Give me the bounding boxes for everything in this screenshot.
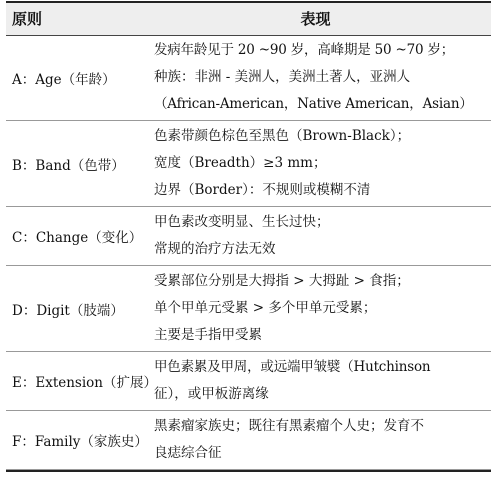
principle-cell: A：Age（年龄） [12,71,116,88]
manifestation-cell [154,35,491,120]
manifestation-line: 良痣综合征 [154,445,222,462]
table-row-band [6,121,491,207]
manifestation-line: 常规的治疗方法无效 [154,241,276,258]
manifestation-line: 单个甲单元受累 > 多个甲单元受累； [154,300,377,317]
table-row-extension [6,352,491,411]
criteria-table [6,0,491,472]
principle-cell: C：Change（变化） [12,230,143,247]
principle-cell: B：Band（色带） [12,157,125,174]
table-row-age [6,35,491,121]
manifestation-line: 宽度（Breadth）≥3 mm； [154,155,327,172]
table-row-digit [6,266,491,352]
table-header [6,3,491,35]
table-row-family [6,411,491,470]
manifestation-line: 甲色素改变明显、生长过快； [154,214,330,231]
principle-cell: D：Digit（肢端） [12,302,124,319]
manifestation-line: 发病年龄见于 20 ~90 岁，高峰期是 50 ~70 岁； [154,42,455,59]
header-principle: 原则 [12,10,43,28]
manifestation-cell [154,207,491,265]
manifestation-line: 种族：非洲 - 美洲人，美洲土著人，亚洲人 [154,69,411,86]
manifestation-line: 色素带颜色棕色至黑色（Brown-Black）； [154,128,411,145]
manifestation-cell [154,411,491,469]
manifestation-line: （African-American，Native American，Asian） [154,96,473,113]
table-row-change [6,207,491,266]
manifestation-line: 边界（Border）：不规则或模糊不清 [154,182,371,199]
header-manifestation: 表现 [300,10,331,28]
principle-cell: E：Extension（扩展） [12,375,157,392]
manifestation-line: 黑素瘤家族史；既往有黑素瘤个人史；发育不 [154,418,424,435]
manifestation-line: 主要是手指甲受累 [154,327,262,344]
table-bottom-rule [6,470,491,472]
principle-cell: F：Family（家族史） [12,434,148,451]
manifestation-cell [154,352,491,410]
manifestation-cell [154,121,491,206]
manifestation-line: 受累部位分别是大拇指 > 大拇趾 > 食指； [154,273,410,290]
manifestation-cell [154,266,491,351]
manifestation-line: 甲色素累及甲周，或远端甲皱襞（Hutchinson [154,359,431,376]
manifestation-line: 征），或甲板游离缘 [154,386,269,403]
